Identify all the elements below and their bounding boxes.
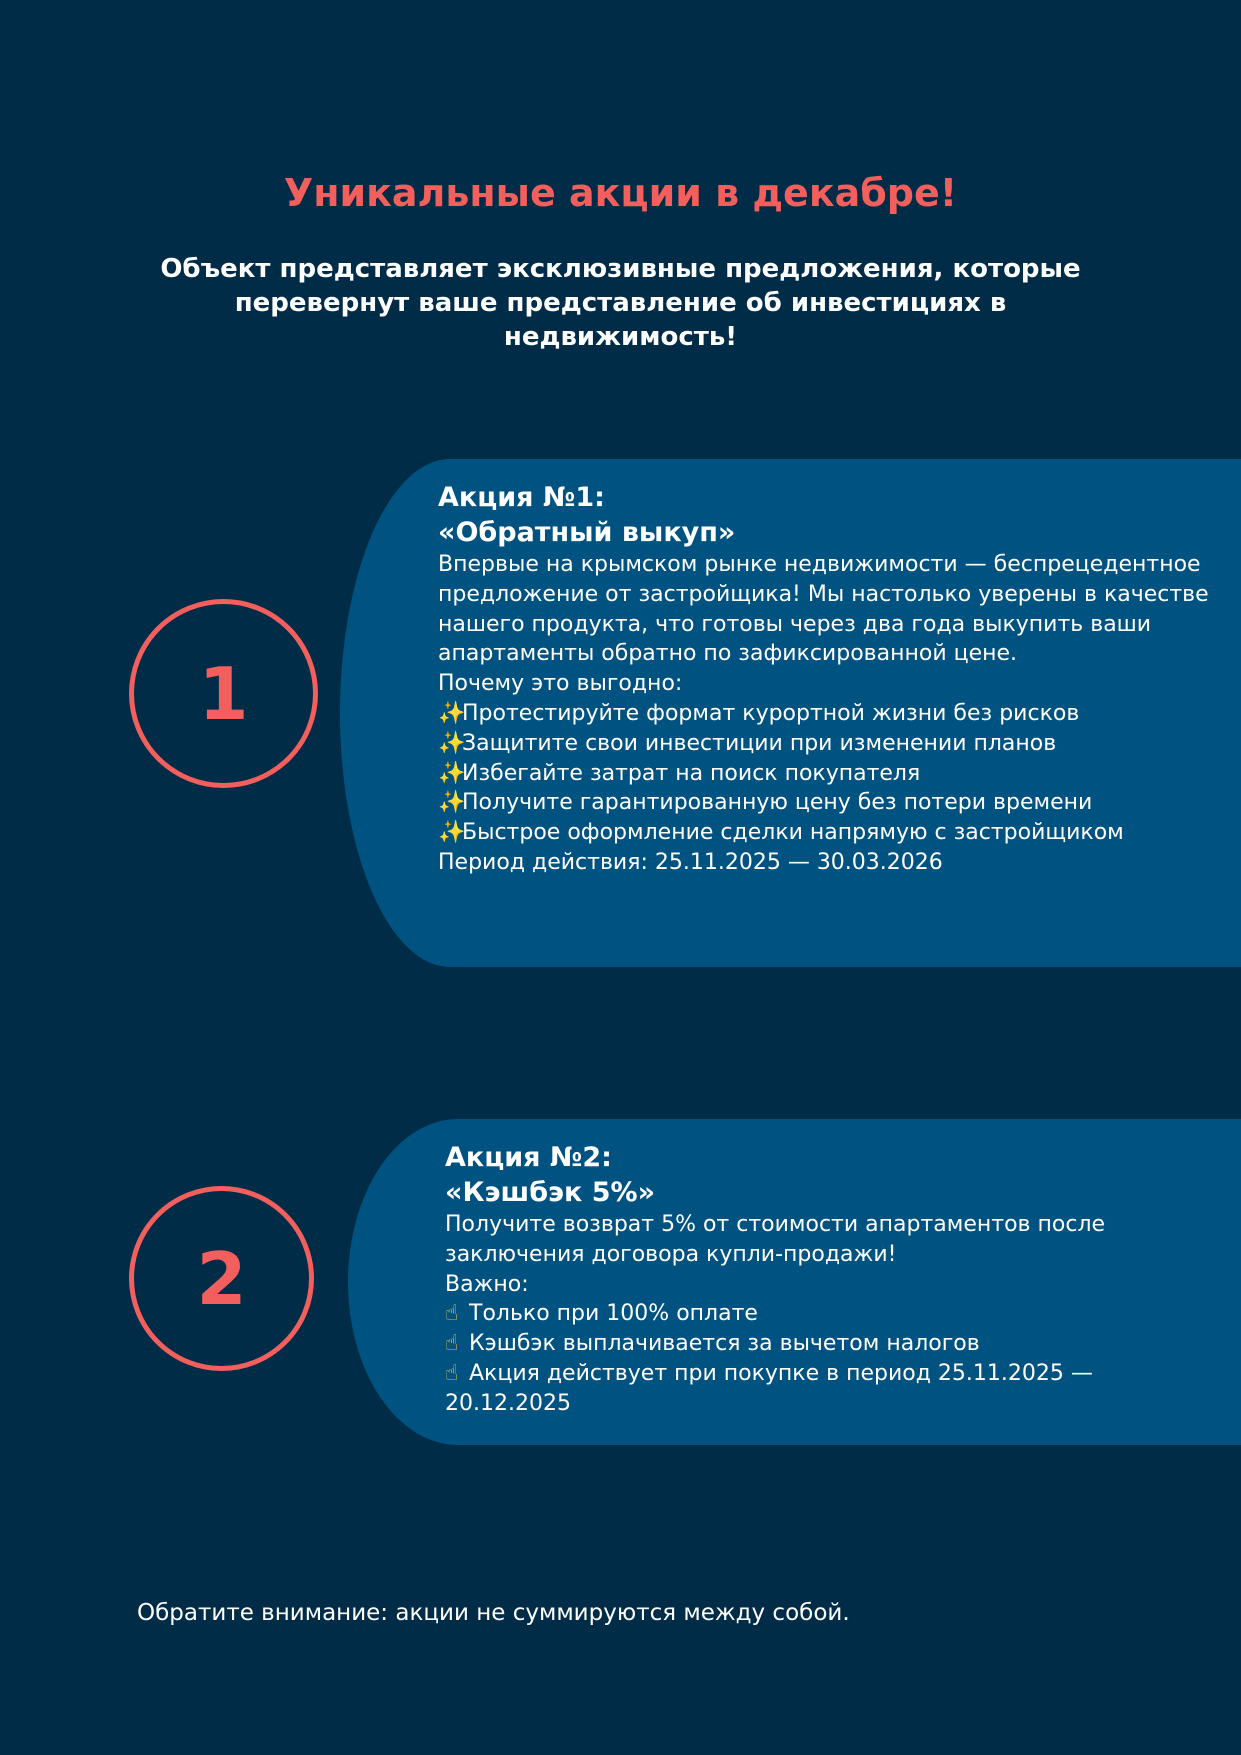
pointing-finger-icon: ☝ — [445, 1301, 459, 1327]
promo-card-buyback — [340, 459, 1241, 967]
list-item — [438, 729, 1228, 759]
list-item-text: Быстрое оформление сделки напрямую с застройщиком — [462, 820, 1124, 846]
sparkles-icon: ✨ — [438, 820, 466, 846]
promo-card-content — [438, 480, 1228, 878]
page-subtitle: Объект представляет эксклюзивные предложения, которые перевернут ваше представление об инвестициях в недвижимость! — [160, 254, 1081, 352]
promo-description: Получите возврат 5% от стоимости апартаментов после заключения договора купли-продажи! — [445, 1212, 1106, 1267]
promo-heading-number: Акция №2: — [445, 1142, 612, 1173]
list-item — [438, 759, 1228, 789]
list-item-text: Избегайте затрат на поиск покупателя — [462, 760, 921, 786]
promo-heading-number: Акция №1: — [438, 482, 605, 513]
pointing-finger-icon: ☝ — [445, 1331, 459, 1357]
promo-number: 2 — [196, 1236, 247, 1321]
list-item-text: Защитите свои инвестиции при изменении планов — [462, 730, 1057, 756]
list-item-text: Кэшбэк выплачивается за вычетом налогов — [469, 1331, 980, 1357]
sparkles-icon: ✨ — [438, 730, 466, 756]
footer-note: Обратите внимание: акции не суммируются между собой. — [137, 1600, 850, 1626]
list-item — [445, 1299, 1225, 1329]
list-item-text: Получите гарантированную цену без потери времени — [462, 790, 1093, 816]
page-title: Уникальные акции в декабре! — [283, 171, 958, 215]
promo-card-content — [445, 1140, 1225, 1419]
promo-description: Впервые на крымском рынке недвижимости — беспрецедентное предложение от застройщика! Мы настолько уверены в качестве нашего продукта, что готовы через два года выкупить ваши апартаменты обратно по зафиксированной цене. — [438, 552, 1209, 667]
promo-number-badge — [129, 1186, 314, 1371]
list-item-text: Только при 100% оплате — [469, 1301, 758, 1327]
promo-period: Период действия: 25.11.2025 — 30.03.2026 — [438, 849, 943, 875]
list-item — [438, 788, 1228, 818]
promo-heading-name: «Обратный выкуп» — [438, 517, 736, 548]
list-item — [445, 1329, 1225, 1359]
list-item-text: Акция действует при покупке в период 25.11.2025 — 20.12.2025 — [445, 1360, 1093, 1416]
promo-number: 1 — [198, 651, 249, 736]
promo-list-intro: Важно: — [445, 1271, 529, 1297]
list-item — [438, 818, 1228, 848]
list-item — [445, 1359, 1225, 1419]
list-item-text: Протестируйте формат курортной жизни без рисков — [462, 700, 1080, 726]
promo-heading — [438, 480, 1228, 550]
promo-number-badge — [129, 599, 318, 788]
sparkles-icon: ✨ — [438, 760, 466, 786]
promo-list-intro: Почему это выгодно: — [438, 671, 683, 697]
promo-card-cashback — [348, 1119, 1241, 1445]
sparkles-icon: ✨ — [438, 790, 466, 816]
list-item — [438, 699, 1228, 729]
pointing-finger-icon: ☝ — [445, 1360, 459, 1386]
sparkles-icon: ✨ — [438, 700, 466, 726]
promo-heading-name: «Кэшбэк 5%» — [445, 1177, 656, 1208]
promo-heading — [445, 1140, 1225, 1210]
